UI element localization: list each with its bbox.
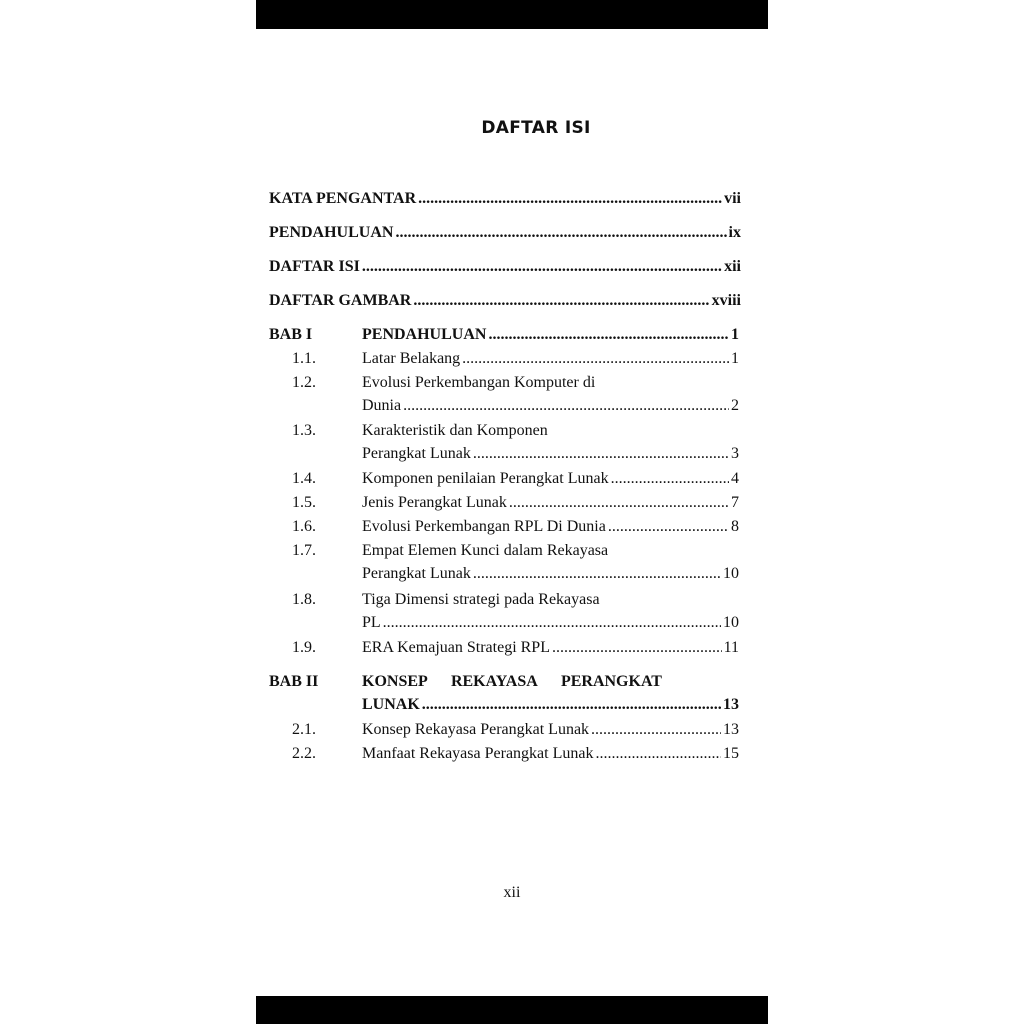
page-title: DAFTAR ISI <box>481 118 591 138</box>
chapter-title-word: PERANGKAT <box>560 673 662 690</box>
toc-label: DAFTAR ISI <box>269 258 360 275</box>
toc-page: 13 <box>723 721 739 738</box>
dot-leader <box>473 445 729 463</box>
section-title: Empat Elemen Kunci dalam Rekayasa <box>362 542 609 559</box>
section-title: Latar Belakang <box>362 350 461 367</box>
toc-page: xii <box>724 258 741 275</box>
bottom-black-bar <box>256 996 768 1024</box>
toc-page: 10 <box>723 614 739 631</box>
toc-entry-1-4[interactable] <box>362 470 739 488</box>
toc-page: 7 <box>731 494 739 511</box>
toc-entry-bab1[interactable] <box>362 326 739 344</box>
section-title: Tiga Dimensi strategi pada Rekayasa <box>362 591 600 608</box>
section-number: 1.7. <box>292 542 316 559</box>
toc-page: 1 <box>731 350 739 367</box>
section-number: 1.3. <box>292 422 316 439</box>
dot-leader <box>362 258 722 276</box>
section-title: Evolusi Perkembangan RPL Di Dunia <box>362 518 606 535</box>
toc-entry-1-1[interactable] <box>362 350 739 368</box>
dot-leader <box>403 397 729 415</box>
toc-page: vii <box>724 190 741 207</box>
toc-entry-2-2[interactable] <box>362 745 739 763</box>
section-number: 1.8. <box>292 591 316 608</box>
dot-leader <box>422 696 721 714</box>
toc-entry-bab2[interactable] <box>362 673 739 714</box>
section-number: 1.9. <box>292 639 316 656</box>
dot-leader <box>591 721 721 739</box>
section-title: Karakteristik dan Komponen <box>362 422 548 439</box>
chapter-title-cont: LUNAK <box>362 696 420 713</box>
dot-leader <box>462 350 729 368</box>
toc-entry-1-7[interactable] <box>362 542 739 583</box>
toc-page: 3 <box>731 445 739 462</box>
section-title: Jenis Perangkat Lunak <box>362 494 507 511</box>
toc-entry-1-8[interactable] <box>362 591 739 632</box>
section-number: 1.6. <box>292 518 316 535</box>
toc-entry-daftar-gambar[interactable] <box>269 292 741 310</box>
toc-page: 8 <box>731 518 739 535</box>
section-title-cont: Dunia <box>362 397 402 414</box>
chapter-title: PENDAHULUAN <box>362 326 487 343</box>
dot-leader <box>395 224 726 242</box>
chapter-title-word: REKAYASA <box>450 673 538 690</box>
toc-entry-1-9[interactable] <box>362 639 739 657</box>
section-number: 1.1. <box>292 350 316 367</box>
section-title: Evolusi Perkembangan Komputer di <box>362 374 596 391</box>
dot-leader <box>413 292 709 310</box>
toc-page: 15 <box>723 745 739 762</box>
chapter-title-word: KONSEP <box>362 673 428 690</box>
toc-entry-1-3[interactable] <box>362 422 739 463</box>
dot-leader <box>608 518 729 536</box>
section-title-cont: PL <box>362 614 381 631</box>
dot-leader <box>473 565 721 583</box>
section-number: 1.2. <box>292 374 316 391</box>
toc-page: 11 <box>723 639 739 656</box>
toc-page: 13 <box>723 696 739 713</box>
section-number: 1.5. <box>292 494 316 511</box>
section-title: Komponen penilaian Perangkat Lunak <box>362 470 609 487</box>
toc-entry-1-6[interactable] <box>362 518 739 536</box>
toc-page: 4 <box>731 470 739 487</box>
page-number-footer: xii <box>503 884 521 901</box>
toc-entry-1-5[interactable] <box>362 494 739 512</box>
dot-leader <box>509 494 729 512</box>
toc-label: DAFTAR GAMBAR <box>269 292 412 309</box>
section-title: Konsep Rekayasa Perangkat Lunak <box>362 721 590 738</box>
toc-entry-kata-pengantar[interactable] <box>269 190 741 208</box>
dot-leader <box>611 470 729 488</box>
top-black-bar <box>256 0 768 29</box>
section-number: 2.1. <box>292 721 316 738</box>
toc-entry-daftar-isi[interactable] <box>269 258 741 276</box>
section-number: 2.2. <box>292 745 316 762</box>
dot-leader <box>488 326 729 344</box>
toc-label: PENDAHULUAN <box>269 224 394 241</box>
toc-label: KATA PENGANTAR <box>269 190 417 207</box>
dot-leader <box>383 614 721 632</box>
toc-page: ix <box>728 224 741 241</box>
section-title-cont: Perangkat Lunak <box>362 565 471 582</box>
chapter-label: BAB I <box>269 326 313 343</box>
section-title: Manfaat Rekayasa Perangkat Lunak <box>362 745 594 762</box>
toc-entry-1-2[interactable] <box>362 374 739 415</box>
dot-leader <box>418 190 722 208</box>
toc-page: 2 <box>731 397 739 414</box>
section-title-cont: Perangkat Lunak <box>362 445 471 462</box>
section-title: ERA Kemajuan Strategi RPL <box>362 639 550 656</box>
section-number: 1.4. <box>292 470 316 487</box>
toc-entry-2-1[interactable] <box>362 721 739 739</box>
toc-page: 10 <box>723 565 739 582</box>
toc-entry-pendahuluan[interactable] <box>269 224 741 242</box>
chapter-label: BAB II <box>269 673 319 690</box>
dot-leader <box>595 745 721 763</box>
toc-page: xviii <box>711 292 741 309</box>
dot-leader <box>552 639 722 657</box>
toc-page: 1 <box>731 326 739 343</box>
